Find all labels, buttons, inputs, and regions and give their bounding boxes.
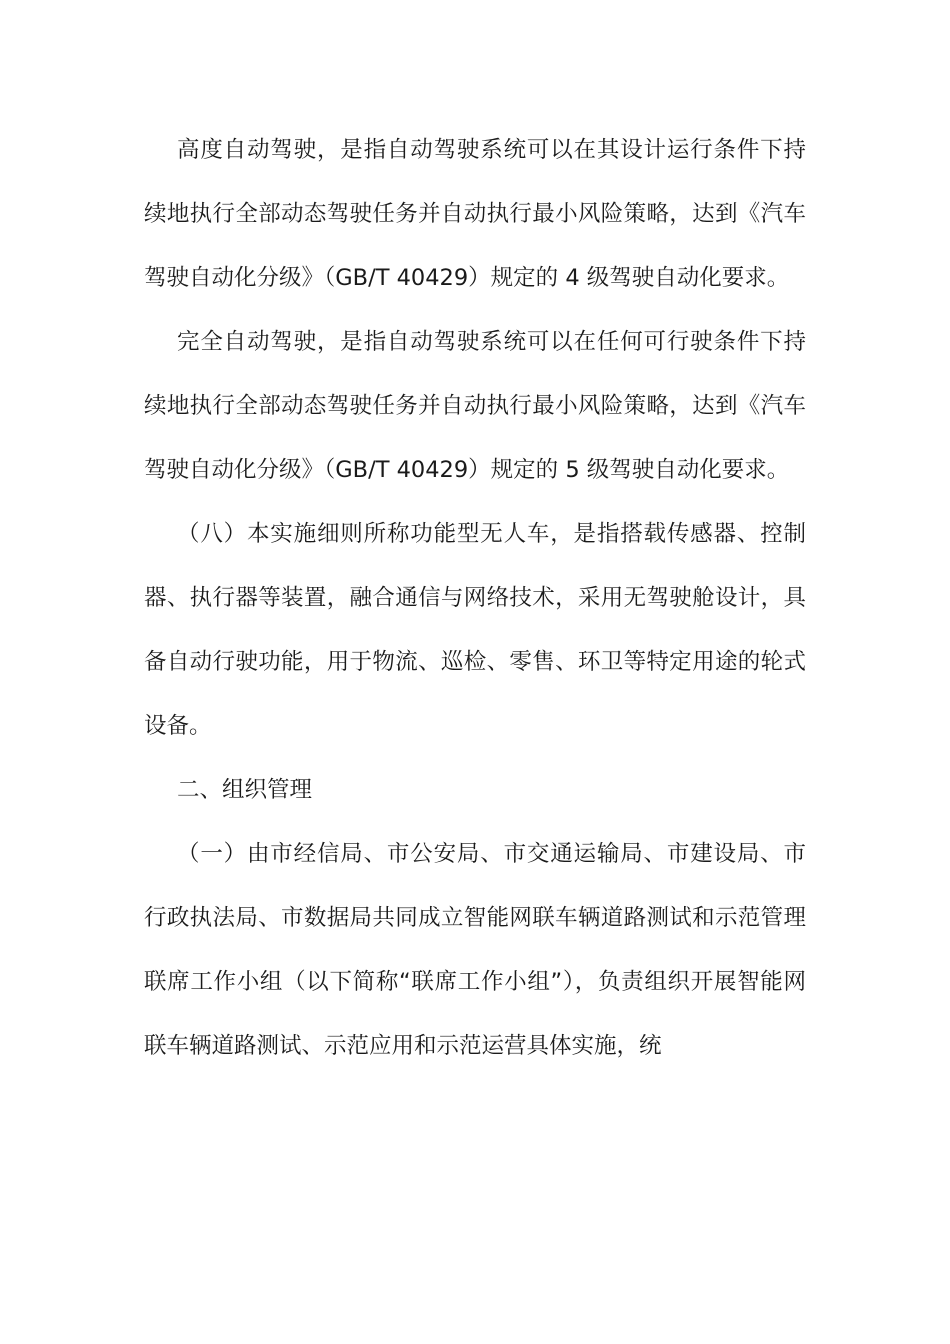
- paragraph-full-automation: 完全自动驾驶，是指自动驾驶系统可以在任何可行驶条件下持续地执行全部动态驾驶任务并自动执行最小风险策略，达到《汽车驾驶自动化分级》（GB/T 40429）规定的 5 级驾驶自动化要求。: [144, 329, 806, 483]
- paragraph-high-automation: 高度自动驾驶，是指自动驾驶系统可以在其设计运行条件下持续地执行全部动态驾驶任务并自动执行最小风险策略，达到《汽车驾驶自动化分级》（GB/T 40429）规定的 4 级驾驶自动化要求。: [144, 137, 806, 291]
- document-body: [144, 118, 806, 1078]
- section-heading-organization: 二、组织管理: [177, 777, 313, 803]
- paragraph-functional-unmanned-vehicle: （八）本实施细则所称功能型无人车，是指搭载传感器、控制器、执行器等装置，融合通信与网络技术，采用无驾驶舱设计，具备自动行驶功能，用于物流、巡检、零售、环卫等特定用途的轮式设备。: [144, 521, 806, 739]
- paragraph-joint-working-group: （一）由市经信局、市公安局、市交通运输局、市建设局、市行政执法局、市数据局共同成立智能网联车辆道路测试和示范管理联席工作小组（以下简称“联席工作小组”），负责组织开展智能网联车辆道路测试、示范应用和示范运营具体实施，统: [144, 841, 806, 1059]
